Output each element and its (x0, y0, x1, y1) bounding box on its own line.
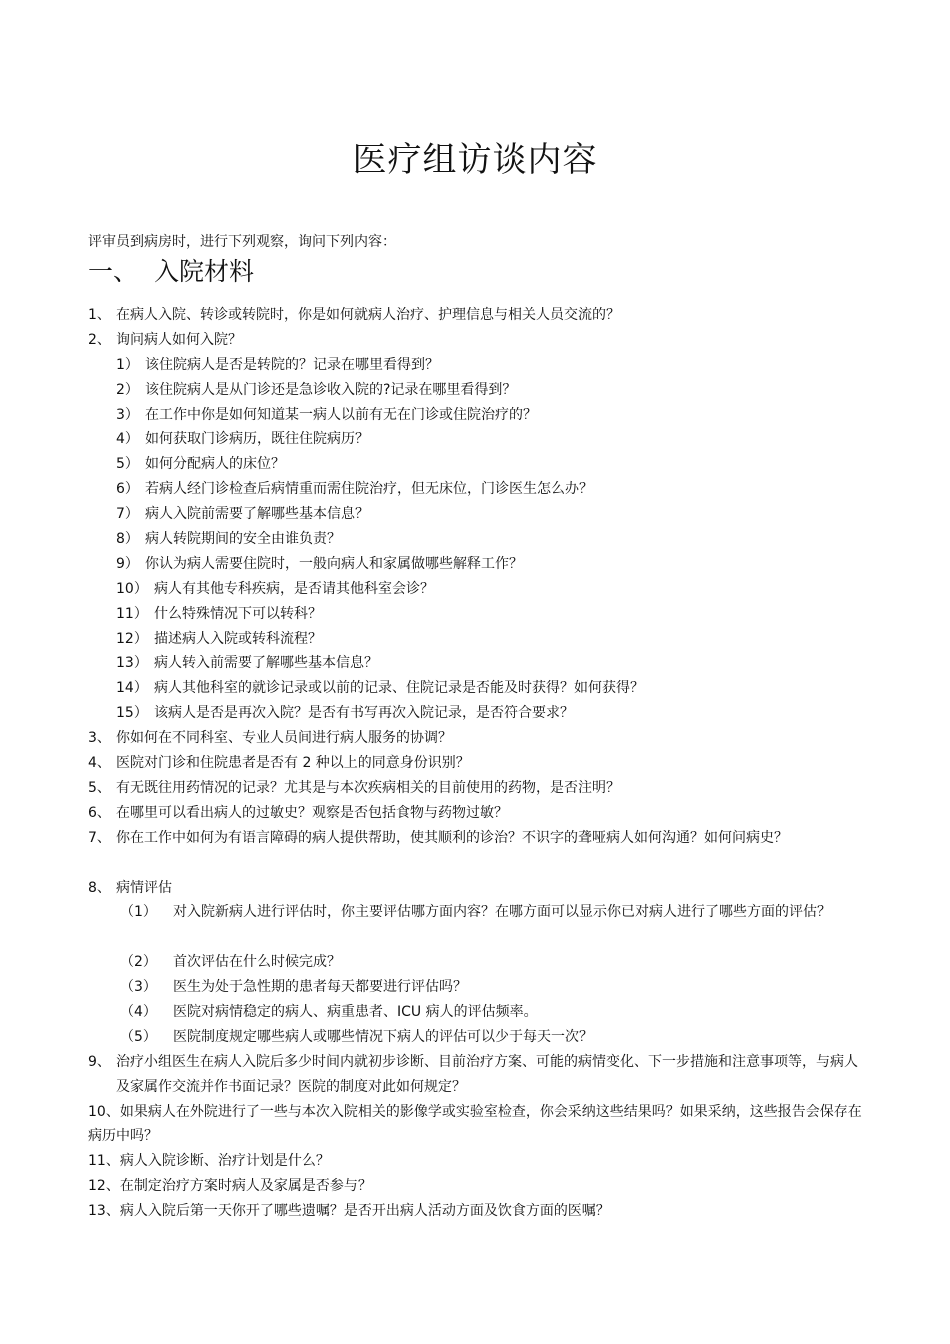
list-item: 7、 你在工作中如何为有语言障碍的病人提供帮助，使其顺利的诊治？不识字的聋哑病人如何沟通？如何问病史？ (88, 829, 788, 846)
list-item: （3） 医生为处于急性期的患者每天都要进行评估吗？ (120, 979, 467, 996)
list-item: 3） 在工作中你是如何知道某一病人以前有无在门诊或住院治疗的？ (116, 406, 537, 423)
list-item: 1、 在病人入院、转诊或转院时，你是如何就病人治疗、护理信息与相关人员交流的？ (88, 307, 620, 323)
list-item: 13） 病人转入前需要了解哪些基本信息？ (116, 655, 378, 672)
page-title: 医疗组访谈内容 (352, 140, 598, 180)
list-item: 12、在制定治疗方案时病人及家属是否参与？ (88, 1178, 372, 1195)
list-item: 5、 有无既往用药情况的记录？尤其是与本次疾病相关的目前使用的药物，是否注明？ (88, 779, 620, 796)
list-item: 4） 如何获取门诊病历，既往住院病历？ (116, 431, 369, 448)
list-item: 11） 什么特殊情况下可以转科？ (116, 605, 322, 622)
list-item: （1） 对入院新病人进行评估时，你主要评估哪方面内容？在哪方面可以显示你已对病人进行了哪些方面的评估？ (120, 904, 831, 921)
section-heading (88, 252, 254, 288)
list-item: 8） 病人转院期间的安全由谁负责？ (116, 531, 341, 548)
list-item: 7） 病人入院前需要了解哪些基本信息？ (116, 506, 369, 523)
list-item: 13、病人入院后第一天你开了哪些遗嘱？是否开出病人活动方面及饮食方面的医嘱？ (88, 1203, 610, 1220)
list-item: 9、 治疗小组医生在病人入院后多少时间内就初步诊断、目前治疗方案、可能的病情变化、下一步措施和注意事项等，与病人及家属作交流并作书面记录？医院的制度对此如何规定？ (88, 1053, 858, 1095)
section-label: 入院材料 (154, 257, 255, 286)
list-item: 14） 病人其他科室的就诊记录或以前的记录、住院记录是否能及时获得？如何获得？ (116, 680, 644, 697)
list-item: 12） 描述病人入院或转科流程？ (116, 630, 322, 647)
list-item: 2） 该住院病人是从门诊还是急诊收入院的?记录在哪里看得到？ (116, 381, 517, 398)
list-item: （2） 首次评估在什么时候完成？ (120, 954, 341, 971)
list-item: 5） 如何分配病人的床位？ (116, 456, 285, 473)
question-list (0, 303, 950, 1224)
list-item: 4、 医院对门诊和住院患者是否有 2 种以上的同意身份识别？ (88, 755, 470, 772)
list-item: 6、 在哪里可以看出病人的过敏史？观察是否包括食物与药物过敏？ (88, 804, 508, 821)
list-item: 10、如果病人在外院进行了一些与本次入院相关的影像学或实验室检查，你会采纳这些结果吗？如果采纳，这些报告会保存在病历中吗？ (88, 1103, 862, 1145)
list-item: 6） 若病人经门诊检查后病情重而需住院治疗，但无床位，门诊医生怎么办？ (116, 481, 593, 498)
list-item: 11、病人入院诊断、治疗计划是什么？ (88, 1153, 330, 1170)
list-item: 9） 你认为病人需要住院时，一般向病人和家属做哪些解释工作？ (116, 555, 523, 572)
list-item: 1） 该住院病人是否是转院的？记录在哪里看得到？ (116, 356, 439, 373)
list-item: （5） 医院制度规定哪些病人或哪些情况下病人的评估可以少于每天一次？ (120, 1028, 593, 1045)
section-number: 一、 (88, 257, 139, 286)
list-item: 2、 询问病人如何入院？ (88, 331, 242, 348)
list-item: 10） 病人有其他专科疾病，是否请其他科室会诊？ (116, 580, 434, 597)
intro-text: 评审员到病房时，进行下列观察，询问下列内容： (88, 234, 396, 250)
list-item: 15） 该病人是否是再次入院？是否有书写再次入院记录，是否符合要求？ (116, 705, 574, 722)
list-item: 8、 病情评估 (88, 879, 172, 896)
list-item: （4） 医院对病情稳定的病人、病重患者、ICU 病人的评估频率。 (120, 1003, 538, 1020)
list-item: 3、 你如何在不同科室、专业人员间进行病人服务的协调？ (88, 730, 452, 747)
